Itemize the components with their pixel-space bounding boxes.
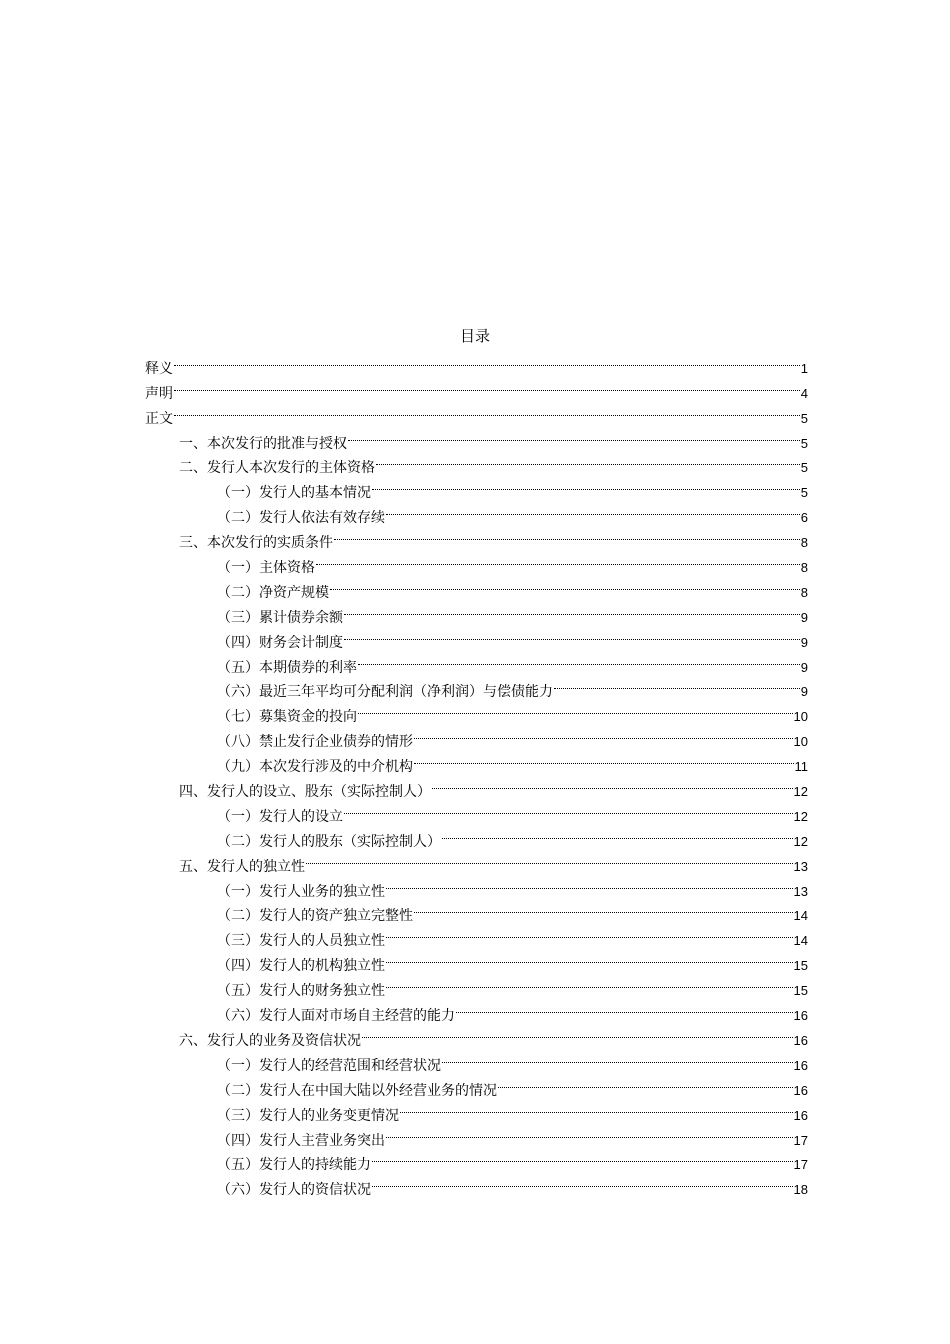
toc-entry-page-number: 5 [800, 435, 808, 451]
toc-entry-label: （四）发行人主营业务突出 [217, 1132, 385, 1149]
toc-entry-page-number: 16 [793, 1032, 808, 1048]
toc-entry-page-number: 9 [800, 659, 808, 675]
toc-entry-page-number: 6 [800, 510, 808, 526]
toc-dot-leader [362, 1020, 793, 1045]
toc-entry-label: （二）发行人依法有效存续 [217, 510, 385, 527]
toc-dot-leader [386, 497, 800, 522]
toc-entry-label: （五）发行人的财务独立性 [217, 983, 385, 1000]
toc-dot-leader [376, 448, 800, 473]
toc-entry-page-number: 15 [793, 958, 808, 974]
toc-dot-leader [442, 821, 793, 846]
toc-entry[interactable] [145, 398, 808, 427]
toc-dot-leader [414, 721, 793, 746]
toc-entry-page-number: 14 [793, 933, 808, 949]
toc-dot-leader [344, 796, 793, 821]
toc-dot-leader [400, 1095, 793, 1120]
toc-entry-page-number: 16 [793, 1107, 808, 1123]
toc-entry-label: （八）禁止发行企业债券的情形 [217, 734, 413, 751]
toc-entry-page-number: 12 [793, 808, 808, 824]
toc-dot-leader [316, 547, 800, 572]
toc-entry-page-number: 9 [800, 684, 808, 700]
toc-dot-leader [348, 423, 800, 448]
toc-dot-leader [386, 945, 793, 970]
toc-entry-label: （六）最近三年平均可分配利润（净利润）与偿债能力 [217, 684, 553, 701]
toc-dot-leader [306, 846, 793, 871]
toc-entry-label: （一）发行人业务的独立性 [217, 883, 385, 900]
toc-dot-leader [358, 647, 800, 672]
toc-dot-leader [432, 771, 793, 796]
toc-entry-label: （一）主体资格 [217, 560, 315, 577]
toc-entry-page-number: 5 [800, 460, 808, 476]
toc-entry-page-number: 9 [800, 634, 808, 650]
toc-entry-page-number: 4 [800, 385, 808, 401]
toc-entry-label: （一）发行人的基本情况 [217, 485, 371, 502]
toc-entry-label: （五）发行人的持续能力 [217, 1157, 371, 1174]
toc-entry-page-number: 8 [800, 535, 808, 551]
toc-entry-page-number: 17 [793, 1132, 808, 1148]
toc-dot-leader [386, 871, 793, 896]
toc-entry-label: （四）财务会计制度 [217, 634, 343, 651]
toc-entry-label: 释义 [145, 360, 173, 377]
toc-dot-leader [386, 920, 793, 945]
toc-dot-leader [386, 1120, 793, 1145]
toc-entry-label: （二）发行人在中国大陆以外经营业务的情况 [217, 1082, 497, 1099]
toc-entry-label: （一）发行人的经营范围和经营状况 [217, 1057, 441, 1074]
toc-entry-label: 一、本次发行的批准与授权 [179, 435, 347, 452]
toc-entry-page-number: 5 [800, 485, 808, 501]
toc-dot-leader [358, 696, 793, 721]
toc-entry-page-number: 11 [794, 759, 808, 775]
toc-dot-leader [414, 746, 794, 771]
toc-dot-leader [456, 995, 793, 1020]
toc-entry-page-number: 8 [800, 584, 808, 600]
toc-entry-page-number: 13 [793, 858, 808, 874]
toc-entry-label: （六）发行人面对市场自主经营的能力 [217, 1008, 455, 1025]
toc-entry-page-number: 12 [793, 784, 808, 800]
toc-entry-label: 正文 [145, 410, 173, 427]
toc-entry-page-number: 16 [793, 1008, 808, 1024]
toc-dot-leader [554, 672, 800, 697]
toc-dot-leader [344, 597, 800, 622]
toc-dot-leader [344, 622, 800, 647]
toc-entry-label: （二）发行人的资产独立完整性 [217, 908, 413, 925]
toc-entry-page-number: 8 [800, 560, 808, 576]
table-of-contents [145, 348, 808, 1199]
toc-entry-label: （二）净资产规模 [217, 584, 329, 601]
toc-entry-page-number: 13 [793, 883, 808, 899]
toc-entry-page-number: 16 [793, 1082, 808, 1098]
toc-entry-page-number: 18 [793, 1182, 808, 1198]
toc-dot-leader [414, 896, 793, 921]
toc-entry-label: 声明 [145, 385, 173, 402]
toc-dot-leader [442, 1045, 793, 1070]
toc-dot-leader [372, 1145, 793, 1170]
toc-dot-leader [372, 1169, 793, 1194]
toc-dot-leader [334, 522, 800, 547]
toc-entry-page-number: 17 [793, 1157, 808, 1173]
toc-entry-label: （四）发行人的机构独立性 [217, 958, 385, 975]
toc-entry-label: （三）发行人的业务变更情况 [217, 1107, 399, 1124]
toc-entry-page-number: 15 [793, 983, 808, 999]
toc-entry-label: 六、发行人的业务及资信状况 [179, 1032, 361, 1049]
toc-dot-leader [330, 572, 800, 597]
toc-entry-page-number: 5 [800, 410, 808, 426]
toc-title: 目录 [459, 327, 490, 345]
toc-entry-label: （二）发行人的股东（实际控制人） [217, 833, 441, 850]
toc-dot-leader [498, 1070, 793, 1095]
toc-dot-leader [372, 472, 800, 497]
toc-entry-label: 二、发行人本次发行的主体资格 [179, 460, 375, 477]
toc-entry-page-number: 16 [793, 1057, 808, 1073]
toc-entry-label: 五、发行人的独立性 [179, 858, 305, 875]
toc-entry-page-number: 9 [800, 609, 808, 625]
toc-dot-leader [174, 398, 800, 423]
toc-entry-page-number: 1 [800, 360, 808, 376]
toc-entry-page-number: 10 [793, 709, 808, 725]
toc-entry-label: （七）募集资金的投向 [217, 709, 357, 726]
toc-entry-page-number: 14 [793, 908, 808, 924]
toc-entry-label: 四、发行人的设立、股东（实际控制人） [179, 784, 431, 801]
toc-entry-label: 三、本次发行的实质条件 [179, 535, 333, 552]
toc-entry-page-number: 12 [793, 833, 808, 849]
toc-entry[interactable] [145, 348, 808, 377]
toc-entry-label: （六）发行人的资信状况 [217, 1182, 371, 1199]
toc-entry-label: （三）发行人的人员独立性 [217, 933, 385, 950]
toc-dot-leader [174, 373, 800, 398]
toc-entry-page-number: 10 [793, 734, 808, 750]
toc-dot-leader [386, 970, 793, 995]
toc-entry[interactable] [145, 373, 808, 402]
toc-entry-label: （五）本期债券的利率 [217, 659, 357, 676]
toc-entry-label: （三）累计债券余额 [217, 609, 343, 626]
toc-entry-label: （一）发行人的设立 [217, 808, 343, 825]
toc-dot-leader [174, 348, 800, 373]
toc-entry[interactable] [145, 423, 808, 452]
toc-entry-label: （九）本次发行涉及的中介机构 [217, 759, 413, 776]
